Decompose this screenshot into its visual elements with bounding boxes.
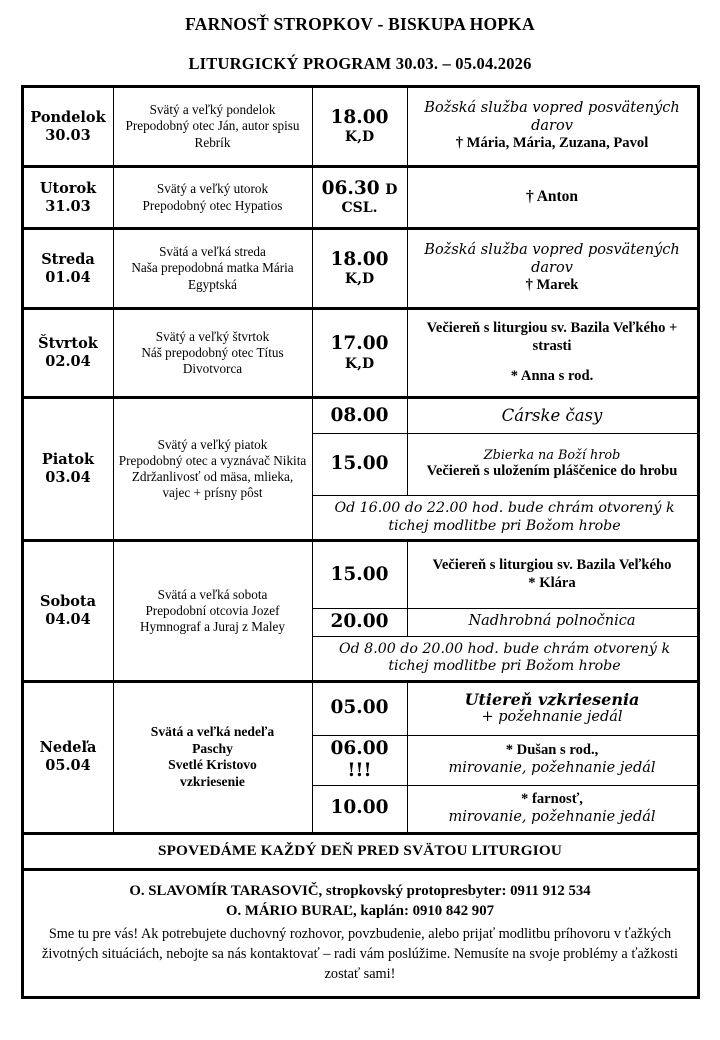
day-date: 05.04 — [45, 757, 91, 775]
intention: † Mária, Mária, Zuzana, Pavol — [455, 135, 649, 152]
row-streda — [22, 229, 698, 309]
day-name: Piatok — [41, 451, 95, 469]
service-cell-sobota-1500 — [407, 541, 698, 609]
feast-cell-nedela — [113, 681, 312, 833]
time-cell-sobota-2000 — [312, 609, 407, 637]
service-cell-sobota-2000 — [407, 609, 698, 637]
row-stvrtok — [22, 309, 698, 398]
intention: † Anton — [525, 188, 579, 206]
day-name: Utorok — [39, 179, 97, 197]
service-cell-nedela-0600 — [407, 735, 698, 785]
feast-line: Svetlé Kristovo — [168, 757, 257, 773]
feast-line: Svätá a veľká nedeľa — [150, 723, 275, 739]
day-cell-utorok — [22, 167, 113, 229]
time-value: 17.00 — [330, 333, 389, 355]
service-cell-nedela-1000 — [407, 785, 698, 833]
time-value: 20.00 — [330, 611, 389, 632]
intention: * Dušan s rod., — [505, 742, 599, 759]
service-name: Nadhrobná polnočnica — [468, 613, 636, 630]
service-cell-nedela-0500 — [407, 681, 698, 735]
service-cell-stvrtok — [407, 309, 698, 398]
time-code: K,D — [344, 129, 375, 146]
time-value: 08.00 — [330, 404, 389, 426]
time-cell-piatok-0800 — [312, 398, 407, 434]
time-cell-utorok — [312, 167, 407, 229]
day-name: Nedeľa — [39, 739, 97, 757]
time-cell-streda — [312, 229, 407, 309]
day-date: 30.03 — [45, 126, 91, 144]
feast-line: Prepodobní otcovia Jozef Hymnograf a Juraj z Maley — [139, 602, 285, 634]
intention: * farnosť, — [521, 790, 583, 807]
feast-line: Zdržanlivosť od mäsa, mlieka, vajec + prísny pôst — [131, 469, 294, 501]
service-name: Cárske časy — [501, 405, 603, 425]
open-church-note-sobota: Od 8.00 do 20.00 hod. bude chrám otvorený k tichej modlitbe pri Božom hrobe — [312, 636, 698, 681]
time-value: 15.00 — [330, 453, 389, 475]
service-name: Večiereň s uložením pláščenice do hrobu — [426, 463, 678, 480]
day-cell-nedela — [22, 681, 113, 833]
day-name: Štvrtok — [38, 335, 98, 353]
row-confession — [22, 833, 698, 869]
day-name: Sobota — [39, 593, 97, 611]
feast-line: Naša prepodobná matka Mária Egyptská — [131, 260, 294, 292]
time-value: 18.00 — [330, 106, 389, 128]
feast-line: Prepodobný otec Hypatios — [142, 197, 283, 213]
time-value: 06.00 !!! — [330, 737, 389, 782]
feast-line: vzkriesenie — [180, 773, 245, 789]
service-extra: mirovanie, požehnanie jedál — [448, 808, 656, 825]
service-extra: + požehnanie jedál — [481, 709, 623, 726]
time-value: 18.00 — [330, 248, 389, 270]
parish-title: FARNOSŤ STROPKOV - BISKUPA HOPKA — [185, 14, 535, 34]
time-cell-piatok-1500 — [312, 434, 407, 496]
feast-line: Svätá a veľká sobota — [157, 586, 268, 602]
time-value: 15.00 — [330, 563, 389, 585]
time-value: 06.30 — [321, 177, 380, 199]
intention: * Anna s rod. — [510, 367, 594, 384]
time-cell-nedela-0600 — [312, 735, 407, 785]
time-code: CSL. — [341, 200, 378, 217]
day-cell-streda — [22, 229, 113, 309]
day-name: Pondelok — [30, 108, 106, 126]
feast-line: Náš prepodobný otec Títus Divotvorca — [141, 344, 284, 377]
service-cell-piatok-0800 — [407, 398, 698, 434]
service-name: Utiereň vzkriesenia — [464, 689, 640, 709]
time-code: K,D — [344, 271, 375, 288]
time-suffix: D — [385, 181, 398, 198]
day-name: Streda — [41, 250, 95, 268]
day-cell-pondelok — [22, 87, 113, 167]
row-pondelok — [22, 87, 698, 167]
feast-line: Svätý a veľký štvrtok — [155, 328, 270, 344]
service-cell-pondelok — [407, 87, 698, 167]
row-contact — [22, 869, 698, 997]
feast-line: Svätý a veľký pondelok — [149, 102, 276, 118]
feast-line: Prepodobný otec Ján, autor spisu Rebrík — [125, 118, 300, 150]
feast-line: Prepodobný otec a vyznávač Nikita — [118, 452, 307, 468]
time-value: 05.00 — [330, 697, 389, 719]
time-cell-pondelok — [312, 87, 407, 167]
service-name: Božská služba vopred posvätených darov — [424, 99, 680, 134]
collection-note: Zbierka na Boží hrob — [483, 447, 621, 463]
contact-block — [22, 869, 698, 997]
service-name: Večiereň s liturgiou sv. Bazila Veľkého + strasti — [426, 320, 678, 355]
feast-cell-sobota — [113, 541, 312, 682]
time-cell-sobota-1500 — [312, 541, 407, 609]
service-name: Božská služba vopred posvätených darov — [424, 241, 680, 276]
confession-banner: SPOVEDÁME KAŽDÝ DEŇ PRED SVÄTOU LITURGIOU — [22, 833, 698, 869]
day-date: 31.03 — [45, 197, 91, 215]
program-subtitle: LITURGICKÝ PROGRAM 30.03. – 05.04.2026 — [188, 54, 532, 73]
feast-cell-stvrtok — [113, 309, 312, 398]
row-sobota-1 — [22, 541, 698, 609]
feast-line: Paschy — [192, 740, 233, 756]
intention: * Klára — [528, 575, 576, 591]
feast-cell-pondelok — [113, 87, 312, 167]
open-church-note-piatok: Od 16.00 do 22.00 hod. bude chrám otvorený k tichej modlitbe pri Božom hrobe — [312, 496, 698, 541]
day-date: 01.04 — [45, 268, 91, 286]
feast-line: Svätý a veľký piatok — [157, 436, 268, 452]
pastoral-message: Sme tu pre vás! Ak potrebujete duchovný rozhovor, povzbudenie, alebo prijať modlitbu príhovoru v ťažkých životných situáciách, nebojte sa nás kontaktovať – radi vám poslúžime. Nemusíte na svoje problémy a ťažkosti zostať sami! — [42, 926, 678, 983]
feast-cell-utorok — [113, 167, 312, 229]
row-piatok-1 — [22, 398, 698, 434]
time-cell-stvrtok — [312, 309, 407, 398]
time-value: 10.00 — [330, 797, 389, 819]
time-cell-nedela-0500 — [312, 681, 407, 735]
intention: † Marek — [525, 277, 579, 294]
feast-cell-streda — [113, 229, 312, 309]
feast-cell-piatok — [113, 398, 312, 541]
service-cell-streda — [407, 229, 698, 309]
schedule-table — [21, 85, 700, 999]
time-code: K,D — [344, 355, 375, 372]
day-date: 03.04 — [45, 469, 91, 486]
row-nedela-1 — [22, 681, 698, 735]
feast-line: Svätý a veľký utorok — [156, 181, 269, 197]
feast-line: Svätá a veľká streda — [159, 244, 266, 260]
contact-priest-2: O. MÁRIO BURAĽ, kaplán: 0910 842 907 — [225, 903, 494, 920]
day-date: 02.04 — [45, 353, 91, 370]
time-cell-nedela-1000 — [312, 785, 407, 833]
day-cell-sobota — [22, 541, 113, 682]
service-extra: mirovanie, požehnanie jedál — [448, 760, 656, 777]
contact-priest-1: O. SLAVOMÍR TARASOVIČ, stropkovský protopresbyter: 0911 912 534 — [129, 883, 591, 900]
day-cell-stvrtok — [22, 309, 113, 398]
service-cell-piatok-1500 — [407, 434, 698, 496]
row-utorok — [22, 167, 698, 229]
day-cell-piatok — [22, 398, 113, 541]
service-cell-utorok — [407, 167, 698, 229]
service-name: Večiereň s liturgiou sv. Bazila Veľkého — [432, 557, 672, 574]
day-date: 04.04 — [45, 610, 91, 628]
